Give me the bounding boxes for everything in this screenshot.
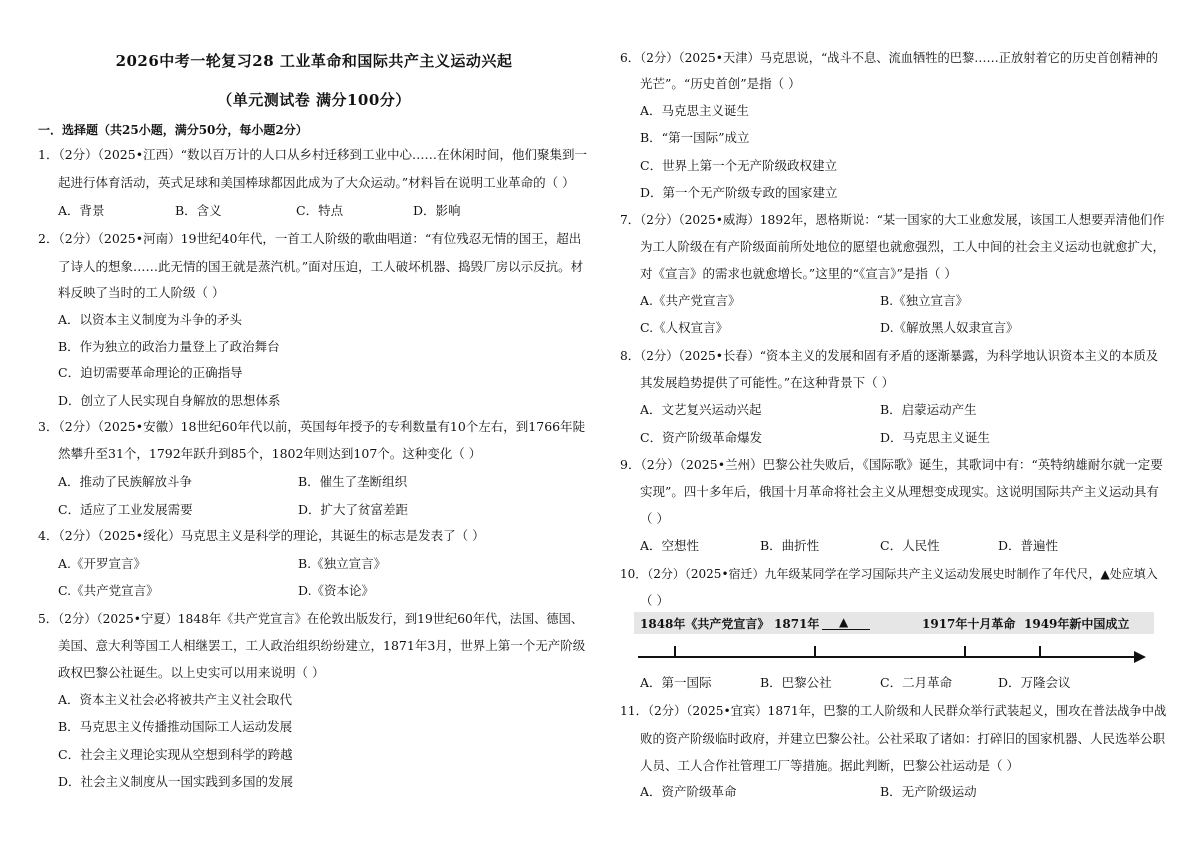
option-a[interactable]: A．第一国际: [640, 675, 712, 690]
exam-title: 2026中考一轮复习28 工业革命和国际共产主义运动兴起: [115, 52, 513, 70]
option-d[interactable]: D．马克思主义诞生: [880, 430, 991, 445]
question-11-line: 11．（2分）（2025•宜宾）1871年，巴黎的工人阶级和人民群众举行武装起义，围攻在普法战争中战: [620, 704, 1167, 718]
option-a[interactable]: A．背景: [58, 203, 105, 218]
option-c[interactable]: C．资产阶级革命爆发: [640, 430, 763, 445]
question-6-line: 光芒”。“历史首创”是指（ ）: [640, 76, 801, 91]
section-heading: 一．选择题（共25小题，满分50分，每小题2分）: [38, 123, 308, 137]
question-9-line: （ ）: [640, 511, 669, 526]
triangle-marker-icon: ▲: [839, 615, 849, 629]
option-b[interactable]: B．马克思主义传播推动国际工人运动发展: [58, 719, 293, 734]
question-10-line: 10．（2分）（2025•宿迁）九年级某同学在学习国际共产主义运动发展史时制作了年代尺，▲处应填入: [620, 567, 1158, 581]
timeline-label: 1949年新中国成立: [1024, 617, 1130, 631]
option-c[interactable]: C．社会主义理论实现从空想到科学的跨越: [58, 747, 293, 762]
option-a[interactable]: A．马克思主义诞生: [640, 103, 750, 118]
timeline-tick: [1039, 646, 1041, 657]
option-b[interactable]: B.《独立宣言》: [298, 556, 387, 571]
question-10-line: （ ）: [640, 593, 669, 608]
option-b[interactable]: B.《独立宣言》: [880, 293, 969, 308]
question-5-line: 政权巴黎公社诞生。以上史实可以用来说明（ ）: [58, 665, 325, 680]
option-a[interactable]: A.《开罗宣言》: [58, 556, 147, 571]
question-1-line: 1．（2分）（2025•江西）“数以百万计的人口从乡村迁移到工业中心……在休闲时间，他们聚集到一: [38, 147, 587, 162]
timeline-label: 1871年: [774, 617, 820, 631]
option-d[interactable]: D．第一个无产阶级专政的国家建立: [640, 185, 838, 200]
question-9-line: 9．（2分）（2025•兰州）巴黎公社失败后，《国际歌》诞生，其歌词中有：“英特纳雄耐尔就一定要: [620, 457, 1163, 472]
option-c[interactable]: C.《人权宣言》: [640, 320, 729, 335]
question-7-line: 对《宣言》的需求也就愈增长。”这里的“《宣言》”是指（ ）: [640, 266, 957, 281]
option-a[interactable]: A．以资本主义制度为斗争的矛头: [58, 312, 243, 327]
question-5-line: 5．（2分）（2025•宁夏）1848年《共产党宣言》在伦敦出版发行，到19世纪60年代，法国、德国、: [38, 612, 584, 626]
question-6-line: 6．（2分）（2025•天津）马克思说，“战斗不息、流血牺牲的巴黎……正放射着它的历史首创精神的: [620, 51, 1158, 65]
option-a[interactable]: A．资产阶级革命: [640, 784, 737, 799]
question-7-line: 为工人阶级在有产阶级面前所处地位的愿望也就愈强烈，工人中间的社会主义运动也就愈扩大，: [640, 239, 1166, 254]
option-a[interactable]: A．资本主义社会必将被共产主义社会取代: [58, 692, 293, 707]
option-d[interactable]: D．普遍性: [998, 538, 1059, 553]
option-a[interactable]: A．文艺复兴运动兴起: [640, 402, 762, 417]
question-11-line: 败的资产阶级临时政府，并建立巴黎公社。公社采取了诸如：打碎旧的国家机器、人民选举公职: [640, 731, 1166, 746]
option-d[interactable]: D．创立了人民实现自身解放的思想体系: [58, 393, 281, 408]
timeline-label: 1848年《共产党宣言》: [640, 617, 770, 631]
question-3-line: 然攀升至31个，1792年跃升到85个，1802年则达到107个。这种变化（ ）: [58, 446, 482, 461]
option-c[interactable]: C．世界上第一个无产阶级政权建立: [640, 158, 838, 173]
timeline-axis: [638, 656, 1138, 658]
question-9-line: 实现”。四十多年后，俄国十月革命将社会主义从理想变成现实。这说明国际共产主义运动具有: [640, 484, 1159, 499]
question-4-line: 4．（2分）（2025•绥化）马克思主义是科学的理论，其诞生的标志是发表了（ ）: [38, 528, 485, 543]
option-d[interactable]: D.《解放黑人奴隶宣言》: [880, 320, 1019, 335]
option-b[interactable]: B．曲折性: [760, 538, 820, 553]
timeline-tick: [814, 646, 816, 657]
option-d[interactable]: D．扩大了贫富差距: [298, 502, 409, 517]
question-11-line: 人员、工人合作社管理工厂等措施。据此判断，巴黎公社运动是（ ）: [640, 758, 1019, 773]
option-a[interactable]: A．空想性: [640, 538, 700, 553]
exam-subtitle: （单元测试卷 满分100分）: [217, 91, 411, 109]
option-d[interactable]: D．影响: [413, 203, 461, 218]
question-3-line: 3．（2分）（2025•安徽）18世纪60年代以前，英国每年授予的专利数量有10个左右，到1766年陡: [38, 419, 586, 434]
timeline-label: 1917年十月革命: [922, 617, 1016, 631]
option-d[interactable]: D．万隆会议: [998, 675, 1071, 690]
option-d[interactable]: D．社会主义制度从一国实践到多国的发展: [58, 774, 294, 789]
question-2-line: 了诗人的想象……此无情的国王就是蒸汽机。”面对压迫，工人破坏机器、捣毁厂房以示反抗。材: [58, 259, 584, 274]
timeline-tick: [964, 646, 966, 657]
timeline-blank-line: [822, 629, 870, 630]
option-b[interactable]: B．“第一国际”成立: [640, 130, 750, 145]
option-d[interactable]: D.《资本论》: [298, 583, 375, 598]
option-b[interactable]: B．作为独立的政治力量登上了政治舞台: [58, 339, 280, 354]
option-c[interactable]: C．特点: [296, 203, 344, 218]
question-7-line: 7．（2分）（2025•威海）1892年，恩格斯说：“某一国家的大工业愈发展，该国工人想要弄清他们作: [620, 213, 1165, 227]
question-5-line: 美国、意大利等国工人相继罢工，工人政治组织纷纷建立，1871年3月，世界上第一个无产阶级: [58, 638, 586, 653]
question-8-line: 其发展趋势提供了可能性。”在这种背景下（ ）: [640, 375, 895, 390]
option-c[interactable]: C.《共产党宣言》: [58, 583, 159, 598]
question-2-line: 2．（2分）（2025•河南）19世纪40年代，一首工人阶级的歌曲唱道：“有位残忍无情的国王，超出: [38, 231, 582, 246]
timeline-tick: [674, 646, 676, 657]
option-b[interactable]: B．含义: [175, 203, 222, 218]
option-a[interactable]: A．推动了民族解放斗争: [58, 474, 193, 489]
question-1-line: 起进行体育活动，英式足球和美国棒球都因此成为了大众运动。”材料旨在说明工业革命的（ ）: [58, 175, 575, 190]
option-c[interactable]: C．二月革命: [880, 675, 953, 690]
question-2-line: 料反映了当时的工人阶级（ ）: [58, 285, 225, 300]
option-c[interactable]: C．迫切需要革命理论的正确指导: [58, 365, 243, 380]
option-c[interactable]: C．人民性: [880, 538, 940, 553]
option-b[interactable]: B．启蒙运动产生: [880, 402, 977, 417]
option-b[interactable]: B．无产阶级运动: [880, 784, 977, 799]
option-b[interactable]: B．催生了垄断组织: [298, 474, 408, 489]
option-c[interactable]: C．适应了工业发展需要: [58, 502, 193, 517]
option-b[interactable]: B．巴黎公社: [760, 675, 832, 690]
option-a[interactable]: A.《共产党宣言》: [640, 293, 741, 308]
timeline-arrow-icon: [1134, 651, 1146, 663]
timeline-diagram: [634, 612, 1154, 670]
question-8-line: 8．（2分）（2025•长春）“资本主义的发展和固有矛盾的逐渐暴露，为科学地认识资本主义的本质及: [620, 349, 1158, 363]
